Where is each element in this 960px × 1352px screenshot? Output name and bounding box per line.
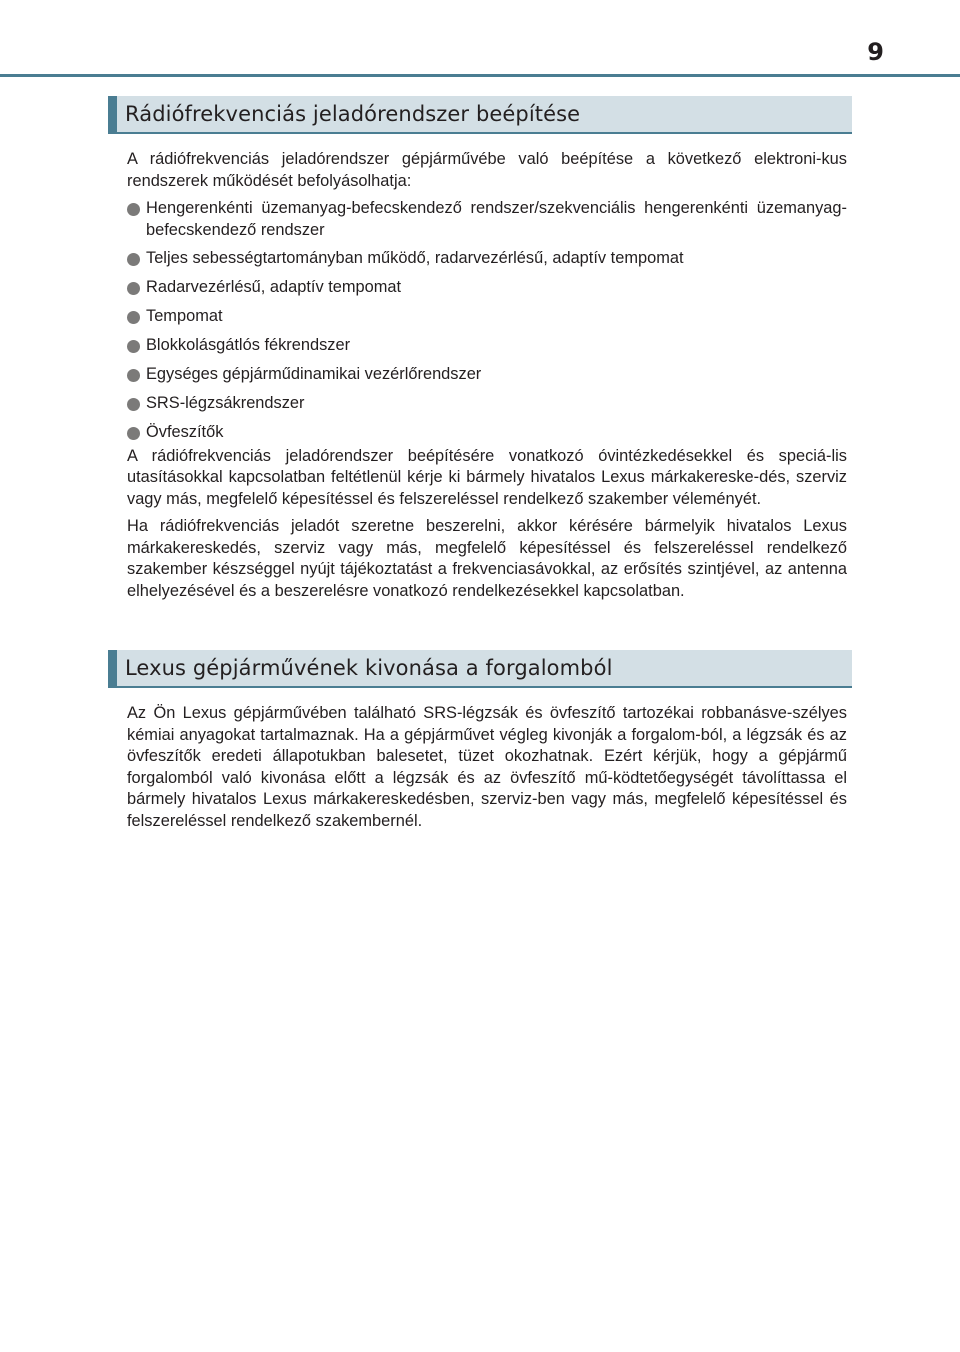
bullet-icon <box>127 340 140 353</box>
top-rule <box>0 74 960 77</box>
precautions-paragraph: A rádiófrekvenciás jeladórendszer beépítésére vonatkozó óvintézkedésekkel és speciá-lis utasításokkal kapcsolatban feltétlenül kérje ki bármely hivatalos Lexus márkakereske-dés, szerviz vagy más, megfelelő képesítéssel és felszereléssel rendelkező szakember véleményét. <box>127 446 847 508</box>
bullet-icon <box>127 282 140 295</box>
list-item: Radarvezérlésű, adaptív tempomat <box>127 277 847 299</box>
section-body-vehicle-scrapping <box>127 703 847 832</box>
section-title: Lexus gépjárművének kivonása a forgalomból <box>125 656 613 680</box>
section-body-radio-transmitter <box>127 149 847 602</box>
installation-info-paragraph: Ha rádiófrekvenciás jeladót szeretne beszerelni, akkor kérésére bármelyik hivatalos Lexus márkakereskedés, szerviz vagy más, megfelelő képesítéssel és felszereléssel rendelkező szakember készséggel nyújt tájékoztatást a frekvenciasávokkal, az erősítés szintjével, az antenna elhelyezésével és a beszerelésre vonatkozó rendelkezésekkel kapcsolatban. <box>127 517 847 600</box>
list-item: Egységes gépjárműdinamikai vezérlőrendszer <box>127 364 847 386</box>
list-item: Blokkolásgátlós fékrendszer <box>127 335 847 357</box>
section-header-radio-transmitter <box>108 96 852 134</box>
bullet-icon <box>127 427 140 440</box>
bullet-icon <box>127 253 140 266</box>
affected-systems-list <box>127 198 847 444</box>
bullet-icon <box>127 369 140 382</box>
section-header-vehicle-scrapping <box>108 650 852 688</box>
list-item: Tempomat <box>127 306 847 328</box>
bullet-icon <box>127 311 140 324</box>
bullet-icon <box>127 203 140 216</box>
intro-paragraph: A rádiófrekvenciás jeladórendszer gépjárművébe való beépítése a következő elektroni-kus rendszerek működését befolyásolhatja: <box>127 150 847 190</box>
list-item: SRS-légzsákrendszer <box>127 393 847 415</box>
scrapping-paragraph: Az Ön Lexus gépjárművében található SRS-légzsák és övfeszítő tartozékai robbanásve-szélyes kémiai anyagokat tartalmaznak. Ha a gépjárművet végleg kivonják a forgalom-ból, a légzsák és az övfeszítők eredeti állapotukban balesetet, tüzet okozhatnak. Ezért kérjük, hogy a gépjármű forgalomból való kivonása előtt a légzsák és az övfeszítő mű-ködtetőegységét távolíttassa el bármely hivatalos Lexus márkakereskedésben, szerviz-ben vagy más, megfelelő képesítéssel és felszereléssel rendelkező szakembernél. <box>127 704 847 830</box>
list-item: Hengerenkénti üzemanyag-befecskendező rendszer/szekvenciális hengerenkénti üzemanyag-befecskendező rendszer <box>127 198 847 241</box>
bullet-icon <box>127 398 140 411</box>
list-item: Övfeszítők <box>127 422 847 444</box>
page-number: 9 <box>867 38 884 66</box>
list-item: Teljes sebességtartományban működő, radarvezérlésű, adaptív tempomat <box>127 248 847 270</box>
section-title: Rádiófrekvenciás jeladórendszer beépítése <box>125 102 581 126</box>
